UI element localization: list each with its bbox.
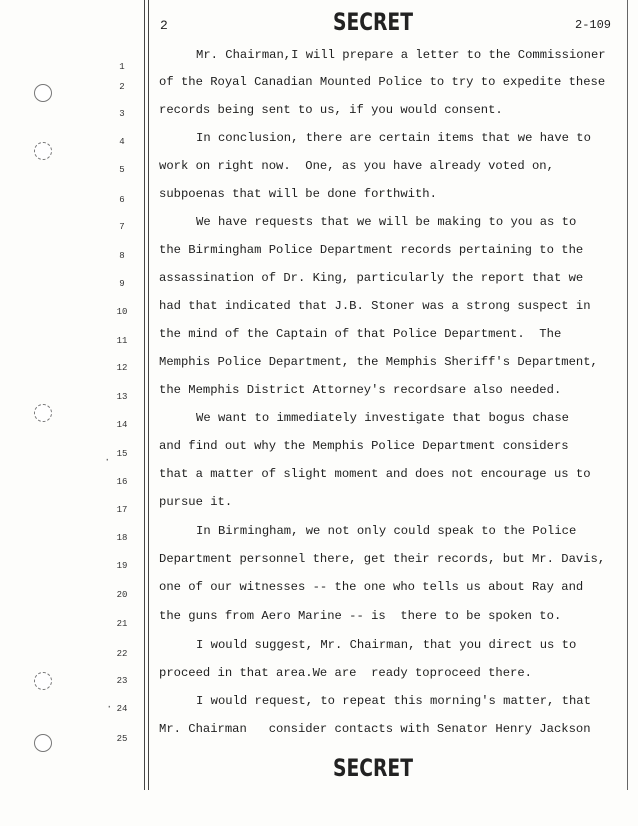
transcript-line: subpoenas that will be done forthwith. [159,187,437,201]
line-number: 8 [119,251,125,261]
margin-rule-left-outer [144,0,145,790]
binder-hole-icon [34,84,52,102]
transcript-line: Memphis Police Department, the Memphis Sheriff's Department, [159,355,598,369]
page-number: 2 [160,18,168,33]
line-number: 15 [116,449,128,459]
transcript-line: We have requests that we will be making to you as to [196,215,577,229]
transcript-line: had that indicated that J.B. Stoner was a strong suspect in [159,299,591,313]
transcript-line: one of our witnesses -- the one who tells us about Ray and [159,580,584,594]
transcript-line: the guns from Aero Marine -- is there to be spoken to. [159,609,562,623]
line-number: 4 [119,137,125,147]
transcript-line: I would request, to repeat this morning's matter, that [196,694,591,708]
line-number: 11 [116,336,128,346]
transcript-line: of the Royal Canadian Mounted Police to try to expedite these [159,75,606,89]
line-number: 24 [116,704,128,714]
line-number: 14 [116,420,128,430]
transcript-line: In Birmingham, we not only could speak to the Police [196,524,577,538]
transcript-line: records being sent to us, if you would consent. [159,103,503,117]
secret-stamp-bottom: SECRET [333,754,413,782]
transcript-line: and find out why the Memphis Police Department considers [159,439,569,453]
line-number: 2 [119,82,125,92]
binder-hole-icon [34,734,52,752]
line-number: 25 [116,734,128,744]
line-number: 20 [116,590,128,600]
transcript-line: We want to immediately investigate that bogus chase [196,411,569,425]
transcript-line: proceed in that area.We are ready toproceed there. [159,666,532,680]
transcript-line: the Memphis District Attorney's recordsare also needed. [159,383,562,397]
binder-hole-icon [34,404,52,422]
line-number: 21 [116,619,128,629]
line-number: 18 [116,533,128,543]
line-number: 13 [116,392,128,402]
transcript-line: that a matter of slight moment and does not encourage us to [159,467,591,481]
line-number: 22 [116,649,128,659]
line-number: 9 [119,279,125,289]
margin-rule-left-inner [148,0,149,790]
transcript-line: Department personnel there, get their records, but Mr. Davis, [159,552,606,566]
line-number: 5 [119,165,125,175]
line-number: 16 [116,477,128,487]
line-number: 17 [116,505,128,515]
margin-rule-right [627,0,628,790]
line-number: 12 [116,363,128,373]
transcript-line: the Birmingham Police Department records pertaining to the [159,243,584,257]
transcript-line: the mind of the Captain of that Police Department. The [159,327,562,341]
line-number: 6 [119,195,125,205]
line-number: 10 [116,307,128,317]
line-number: 3 [119,109,125,119]
transcript-line: pursue it. [159,495,233,509]
line-number: 1 [119,62,125,72]
margin-dot-icon: · [104,455,111,467]
transcript-line: Mr. Chairman consider contacts with Senator Henry Jackson [159,722,591,736]
line-number: 23 [116,676,128,686]
binder-hole-icon [34,672,52,690]
secret-stamp-top: SECRET [333,8,413,36]
line-number: 7 [119,222,125,232]
document-number: 2-109 [575,18,612,32]
transcript-line: assassination of Dr. King, particularly the report that we [159,271,584,285]
binder-hole-icon [34,142,52,160]
transcript-line: work on right now. One, as you have already voted on, [159,159,554,173]
transcript-line: Mr. Chairman,I will prepare a letter to the Commissioner [196,48,606,62]
margin-dot-icon: · [106,702,113,714]
line-number: 19 [116,561,128,571]
transcript-line: In conclusion, there are certain items that we have to [196,131,591,145]
transcript-line: I would suggest, Mr. Chairman, that you direct us to [196,638,577,652]
